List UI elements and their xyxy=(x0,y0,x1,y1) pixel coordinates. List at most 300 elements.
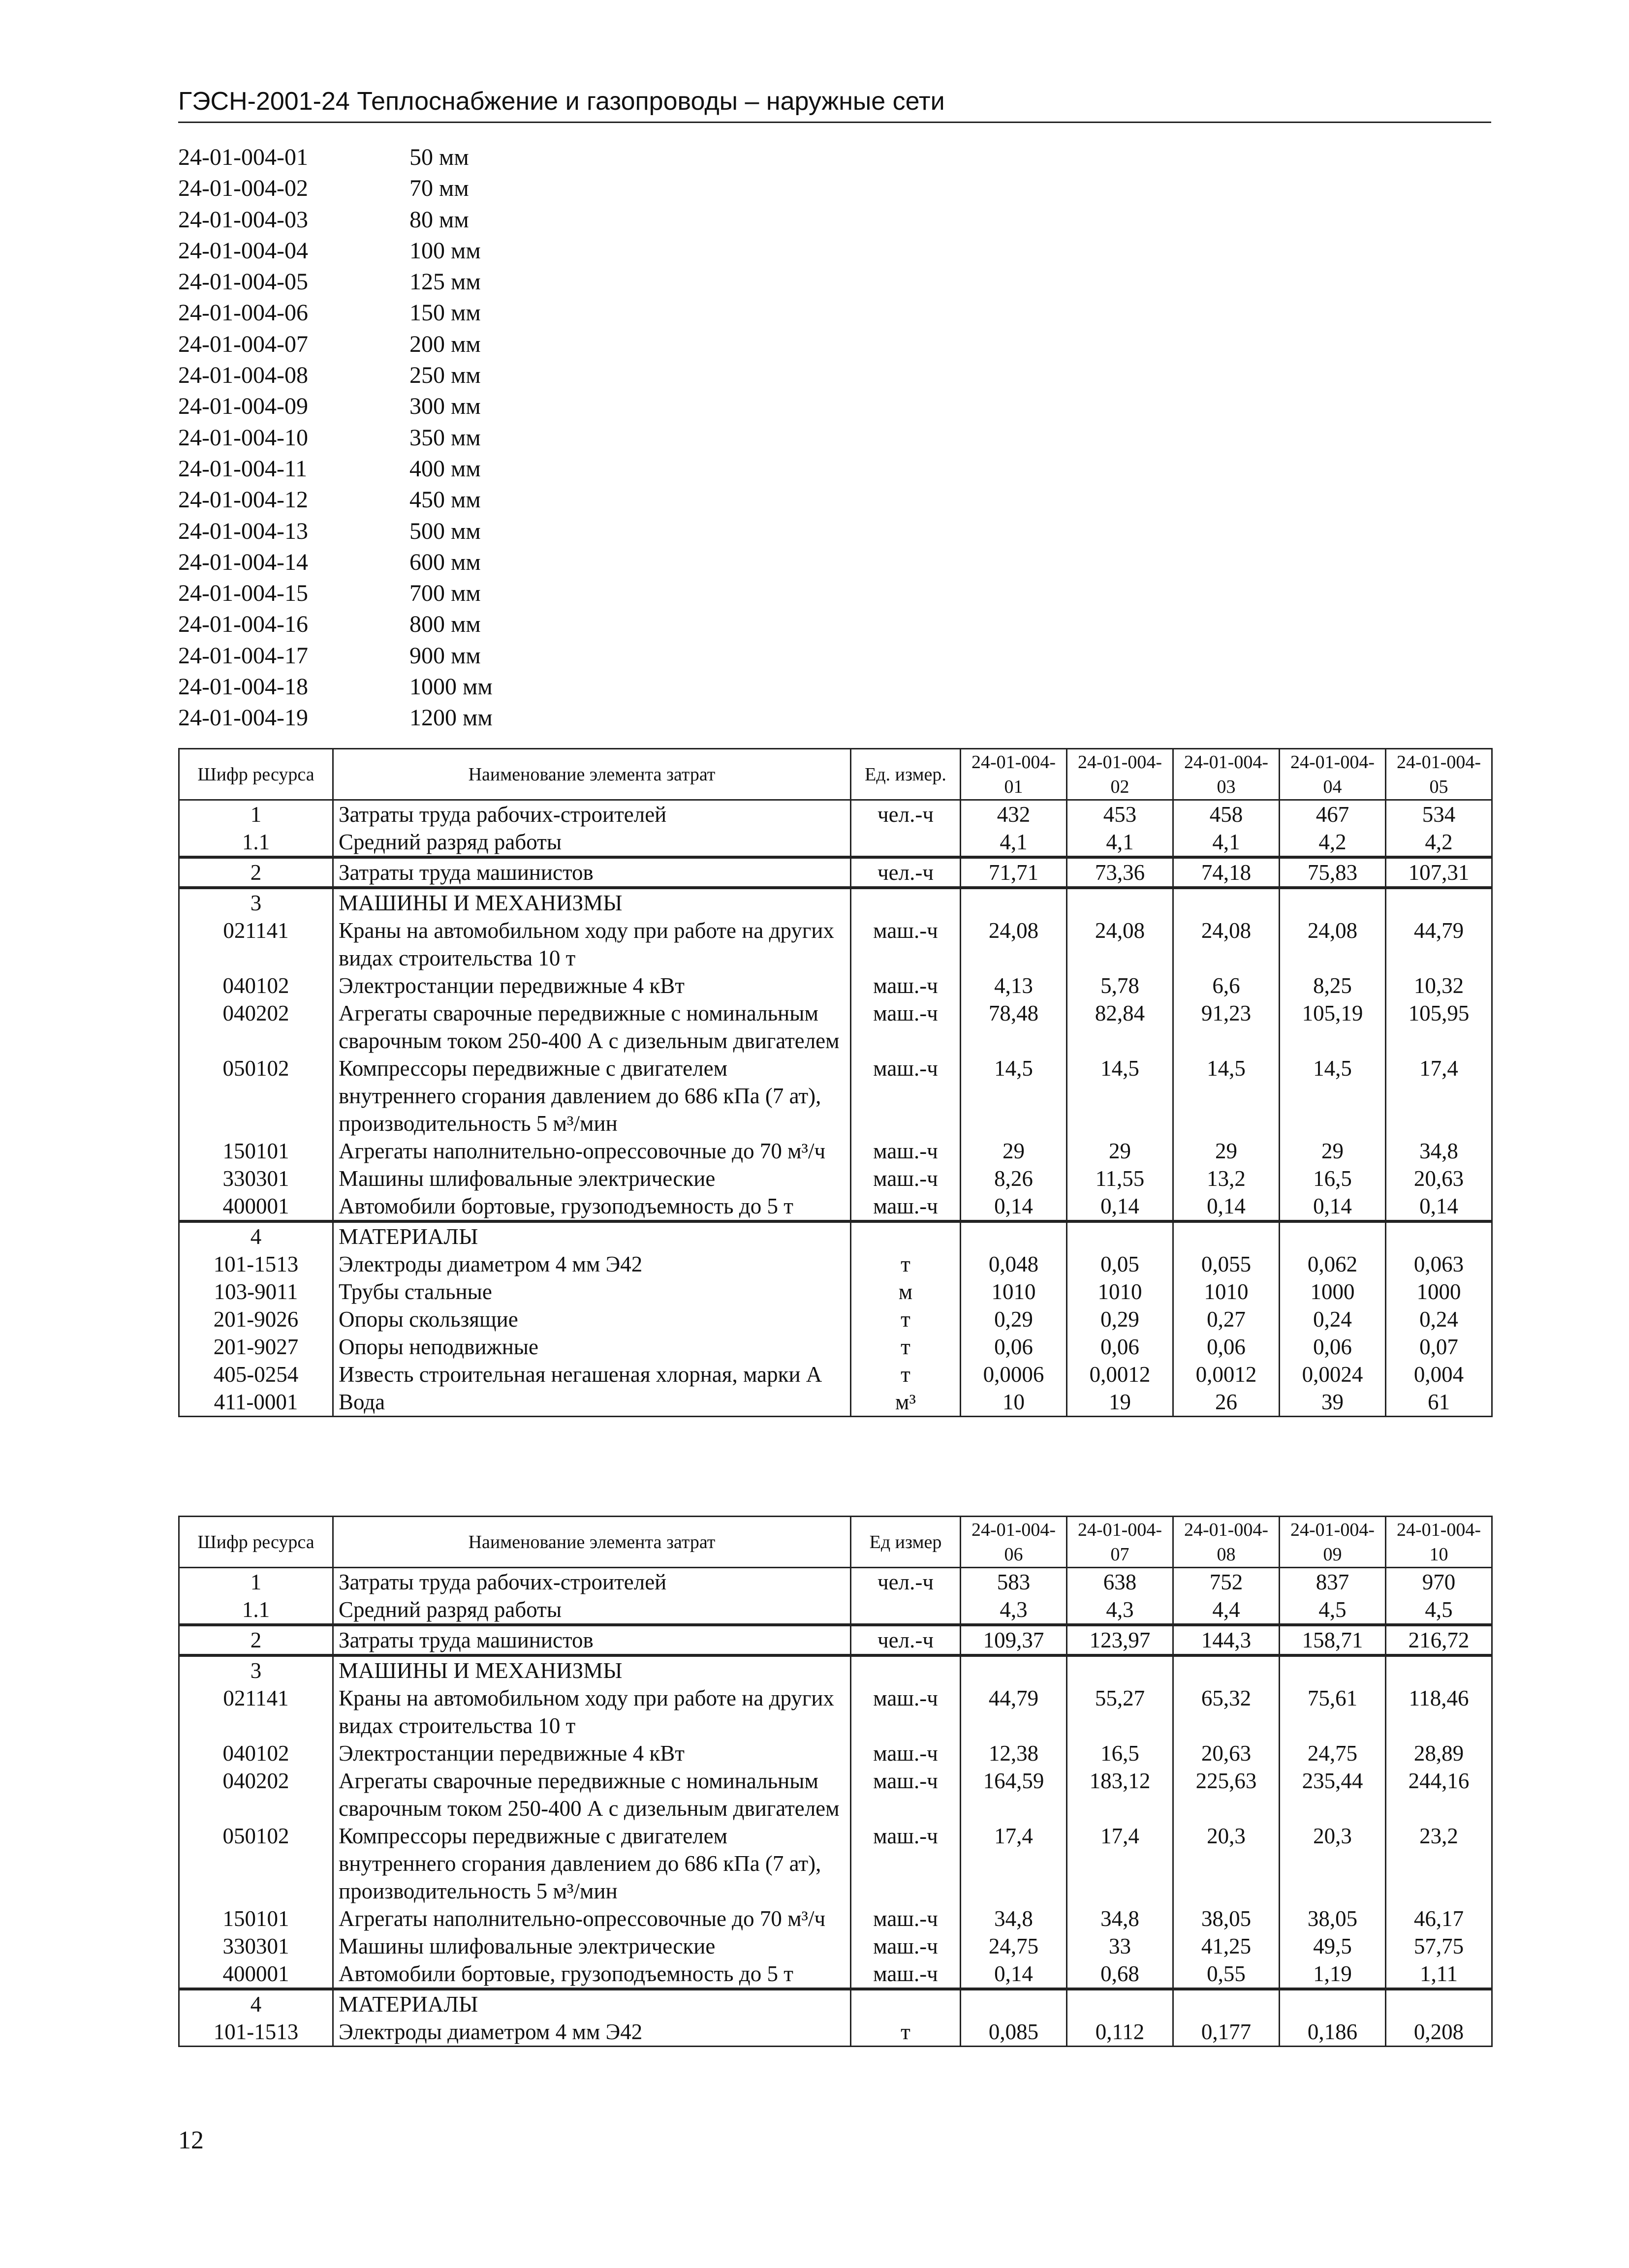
table-row xyxy=(179,2018,1492,2047)
code-list-code: 24-01-004-17 xyxy=(178,642,308,669)
value-cell: 118,46 xyxy=(1386,1684,1492,1740)
unit-cell: маш.-ч xyxy=(851,972,961,999)
section-code: 3 xyxy=(179,1655,333,1684)
section-title: МАТЕРИАЛЫ xyxy=(333,1221,851,1250)
header-code: Шифр ресурса xyxy=(179,1517,333,1568)
value-cell: 0,55 xyxy=(1173,1960,1280,1989)
empty-cell xyxy=(961,1989,1067,2018)
cost-element-name: Средний разряд работы xyxy=(333,1596,851,1625)
table-row xyxy=(179,1137,1492,1165)
table-row xyxy=(179,1192,1492,1221)
header-name: Наименование элемента затрат xyxy=(333,749,851,800)
value-cell: 0,29 xyxy=(1067,1305,1173,1333)
resource-code: 2 xyxy=(179,1625,333,1655)
code-list-size: 50 мм xyxy=(409,144,469,170)
value-cell: 0,112 xyxy=(1067,2018,1173,2047)
value-cell: 0,06 xyxy=(961,1333,1067,1361)
unit-cell: маш.-ч xyxy=(851,1137,961,1165)
table-row xyxy=(179,1388,1492,1417)
value-cell: 4,2 xyxy=(1280,828,1386,857)
table-row xyxy=(179,1305,1492,1333)
table-row xyxy=(179,1250,1492,1278)
table-row xyxy=(179,1625,1492,1655)
resource-code: 101-1513 xyxy=(179,1250,333,1278)
value-cell: 5,78 xyxy=(1067,972,1173,999)
value-cell: 109,37 xyxy=(961,1625,1067,1655)
cost-element-name: Затраты труда рабочих-строителей xyxy=(333,1568,851,1596)
cost-element-name: Электростанции передвижные 4 кВт xyxy=(333,972,851,999)
value-cell: 1,11 xyxy=(1386,1960,1492,1989)
page-number: 12 xyxy=(178,2126,204,2154)
value-cell: 0,06 xyxy=(1280,1333,1386,1361)
cost-element-name: Машины шлифовальные электрические xyxy=(333,1165,851,1192)
value-cell: 0,048 xyxy=(961,1250,1067,1278)
section-row xyxy=(179,1221,1492,1250)
header-col: 24-01-004-10 xyxy=(1386,1517,1492,1568)
code-list-size: 900 мм xyxy=(409,642,481,669)
resource-code: 103-9011 xyxy=(179,1278,333,1305)
code-list-code: 24-01-004-15 xyxy=(178,580,308,607)
header-rule xyxy=(178,122,1491,123)
value-cell: 1010 xyxy=(1067,1278,1173,1305)
cost-element-name: Электроды диаметром 4 мм Э42 xyxy=(333,2018,851,2047)
code-list-size: 125 мм xyxy=(409,269,481,295)
code-list-size: 150 мм xyxy=(409,300,481,326)
section-row xyxy=(179,1989,1492,2018)
code-list-row xyxy=(178,391,493,422)
value-cell: 46,17 xyxy=(1386,1905,1492,1932)
resource-code: 400001 xyxy=(179,1192,333,1221)
section-code: 4 xyxy=(179,1221,333,1250)
value-cell: 144,3 xyxy=(1173,1625,1280,1655)
value-cell: 0,24 xyxy=(1386,1305,1492,1333)
value-cell: 0,05 xyxy=(1067,1250,1173,1278)
header-unit: Ед. измер. xyxy=(851,749,961,800)
cost-element-name: Компрессоры передвижные с двигателем внутреннего сгорания давлением до 686 кПа (7 ат), производительность 5 м³/мин xyxy=(333,1822,851,1905)
unit-cell: т xyxy=(851,1305,961,1333)
value-cell: 4,1 xyxy=(1067,828,1173,857)
code-list-code: 24-01-004-05 xyxy=(178,269,308,295)
empty-cell xyxy=(1280,1221,1386,1250)
table-row xyxy=(179,999,1492,1055)
code-list-size: 200 мм xyxy=(409,331,481,357)
value-cell: 4,2 xyxy=(1386,828,1492,857)
table-header-row xyxy=(179,749,1492,800)
header-col: 24-01-004-05 xyxy=(1386,749,1492,800)
section-title: МАШИНЫ И МЕХАНИЗМЫ xyxy=(333,888,851,917)
value-cell: 29 xyxy=(961,1137,1067,1165)
code-list-row xyxy=(178,453,493,484)
value-cell: 0,0012 xyxy=(1067,1361,1173,1388)
resource-code: 1 xyxy=(179,800,333,829)
value-cell: 26 xyxy=(1173,1388,1280,1417)
empty-cell xyxy=(1280,888,1386,917)
value-cell: 13,2 xyxy=(1173,1165,1280,1192)
value-cell: 225,63 xyxy=(1173,1767,1280,1822)
unit-cell: маш.-ч xyxy=(851,1165,961,1192)
empty-cell xyxy=(961,888,1067,917)
unit-cell: маш.-ч xyxy=(851,1192,961,1221)
code-list-row xyxy=(178,329,493,360)
value-cell: 14,5 xyxy=(961,1055,1067,1137)
code-list-size: 100 мм xyxy=(409,237,481,264)
code-list-row xyxy=(178,297,493,328)
table-row xyxy=(179,1568,1492,1596)
resource-code: 040102 xyxy=(179,1740,333,1767)
unit-cell: маш.-ч xyxy=(851,1905,961,1932)
value-cell: 183,12 xyxy=(1067,1767,1173,1822)
resource-code: 1 xyxy=(179,1568,333,1596)
value-cell: 458 xyxy=(1173,800,1280,829)
value-cell: 6,6 xyxy=(1173,972,1280,999)
value-cell: 8,25 xyxy=(1280,972,1386,999)
value-cell: 14,5 xyxy=(1173,1055,1280,1137)
document-title: ГЭСН-2001-24 Теплоснабжение и газопроводы – наружные сети xyxy=(178,87,945,116)
code-list-row xyxy=(178,640,493,671)
resource-code: 021141 xyxy=(179,1684,333,1740)
resource-code: 201-9026 xyxy=(179,1305,333,1333)
value-cell: 0,14 xyxy=(1386,1192,1492,1221)
value-cell: 158,71 xyxy=(1280,1625,1386,1655)
empty-cell xyxy=(961,1655,1067,1684)
header-col: 24-01-004-04 xyxy=(1280,749,1386,800)
code-list-size: 1200 мм xyxy=(409,705,493,731)
value-cell: 28,89 xyxy=(1386,1740,1492,1767)
code-list-row xyxy=(178,547,493,578)
value-cell: 4,3 xyxy=(1067,1596,1173,1625)
unit-cell: маш.-ч xyxy=(851,999,961,1055)
section-code: 4 xyxy=(179,1989,333,2018)
code-list-code: 24-01-004-03 xyxy=(178,206,308,233)
empty-cell xyxy=(1067,888,1173,917)
cost-element-name: Агрегаты сварочные передвижные с номинальным сварочным током 250-400 А с дизельным двигателем xyxy=(333,999,851,1055)
code-list-row xyxy=(178,235,493,266)
table-row xyxy=(179,1361,1492,1388)
resource-code: 150101 xyxy=(179,1137,333,1165)
resource-code: 050102 xyxy=(179,1055,333,1137)
table-row xyxy=(179,1822,1492,1905)
cost-element-name: Краны на автомобильном ходу при работе на других видах строительства 10 т xyxy=(333,1684,851,1740)
header-col: 24-01-004-02 xyxy=(1067,749,1173,800)
value-cell: 1010 xyxy=(961,1278,1067,1305)
value-cell: 1010 xyxy=(1173,1278,1280,1305)
header-code: Шифр ресурса xyxy=(179,749,333,800)
unit-cell: чел.-ч xyxy=(851,800,961,829)
value-cell: 34,8 xyxy=(961,1905,1067,1932)
section-title: МАШИНЫ И МЕХАНИЗМЫ xyxy=(333,1655,851,1684)
value-cell: 0,14 xyxy=(961,1192,1067,1221)
unit-cell: м xyxy=(851,1278,961,1305)
empty-cell xyxy=(1386,1655,1492,1684)
value-cell: 4,3 xyxy=(961,1596,1067,1625)
code-list-row xyxy=(178,422,493,453)
value-cell: 123,97 xyxy=(1067,1625,1173,1655)
resource-code: 411-0001 xyxy=(179,1388,333,1417)
value-cell: 75,61 xyxy=(1280,1684,1386,1740)
table-row xyxy=(179,828,1492,857)
code-list-size: 350 мм xyxy=(409,424,481,451)
cost-element-name: Опоры неподвижные xyxy=(333,1333,851,1361)
value-cell: 216,72 xyxy=(1386,1625,1492,1655)
code-list-size: 500 мм xyxy=(409,518,481,544)
resource-code: 2 xyxy=(179,857,333,888)
code-list-code: 24-01-004-04 xyxy=(178,237,308,264)
value-cell: 0,208 xyxy=(1386,2018,1492,2047)
value-cell: 4,13 xyxy=(961,972,1067,999)
cost-element-name: Автомобили бортовые, грузоподъемность до 5 т xyxy=(333,1192,851,1221)
unit-cell: т xyxy=(851,1250,961,1278)
cost-element-name: Известь строительная негашеная хлорная, марки А xyxy=(333,1361,851,1388)
value-cell: 0,0024 xyxy=(1280,1361,1386,1388)
value-cell: 73,36 xyxy=(1067,857,1173,888)
value-cell: 44,79 xyxy=(961,1684,1067,1740)
value-cell: 29 xyxy=(1067,1137,1173,1165)
code-list-row xyxy=(178,204,493,235)
table-row xyxy=(179,1165,1492,1192)
value-cell: 61 xyxy=(1386,1388,1492,1417)
empty-cell xyxy=(851,888,961,917)
unit-cell: чел.-ч xyxy=(851,857,961,888)
unit-cell: маш.-ч xyxy=(851,1932,961,1960)
code-list-code: 24-01-004-10 xyxy=(178,424,308,451)
code-list-size: 300 мм xyxy=(409,393,481,420)
value-cell: 0,68 xyxy=(1067,1960,1173,1989)
value-cell: 23,2 xyxy=(1386,1822,1492,1905)
header-col: 24-01-004-09 xyxy=(1280,1517,1386,1568)
code-list-row xyxy=(178,671,493,702)
cost-element-name: Агрегаты наполнительно-опрессовочные до 70 м³/ч xyxy=(333,1905,851,1932)
value-cell: 4,5 xyxy=(1386,1596,1492,1625)
value-cell: 24,08 xyxy=(1173,917,1280,972)
empty-cell xyxy=(1173,1655,1280,1684)
value-cell: 105,19 xyxy=(1280,999,1386,1055)
value-cell: 4,5 xyxy=(1280,1596,1386,1625)
section-row xyxy=(179,1655,1492,1684)
table-row xyxy=(179,1333,1492,1361)
value-cell: 4,1 xyxy=(961,828,1067,857)
value-cell: 0,14 xyxy=(1067,1192,1173,1221)
value-cell: 49,5 xyxy=(1280,1932,1386,1960)
value-cell: 0,062 xyxy=(1280,1250,1386,1278)
unit-cell xyxy=(851,828,961,857)
value-cell: 57,75 xyxy=(1386,1932,1492,1960)
value-cell: 20,3 xyxy=(1173,1822,1280,1905)
cost-element-name: Затраты труда машинистов xyxy=(333,1625,851,1655)
unit-cell: маш.-ч xyxy=(851,1055,961,1137)
header-col: 24-01-004-08 xyxy=(1173,1517,1280,1568)
resource-code: 040202 xyxy=(179,1767,333,1822)
unit-cell: чел.-ч xyxy=(851,1568,961,1596)
code-list-code: 24-01-004-16 xyxy=(178,611,308,638)
header-name: Наименование элемента затрат xyxy=(333,1517,851,1568)
value-cell: 82,84 xyxy=(1067,999,1173,1055)
code-list-size: 70 мм xyxy=(409,175,469,202)
value-cell: 29 xyxy=(1280,1137,1386,1165)
unit-cell xyxy=(851,1596,961,1625)
cost-element-name: Затраты труда машинистов xyxy=(333,857,851,888)
resource-code: 1.1 xyxy=(179,1596,333,1625)
unit-cell: маш.-ч xyxy=(851,1960,961,1989)
code-list-code: 24-01-004-14 xyxy=(178,549,308,575)
code-list-code: 24-01-004-18 xyxy=(178,674,308,700)
value-cell: 0,07 xyxy=(1386,1333,1492,1361)
value-cell: 0,24 xyxy=(1280,1305,1386,1333)
value-cell: 1000 xyxy=(1280,1278,1386,1305)
empty-cell xyxy=(961,1221,1067,1250)
value-cell: 10,32 xyxy=(1386,972,1492,999)
unit-cell: т xyxy=(851,1361,961,1388)
code-list-code: 24-01-004-02 xyxy=(178,175,308,202)
code-list-row xyxy=(178,142,493,173)
value-cell: 534 xyxy=(1386,800,1492,829)
value-cell: 752 xyxy=(1173,1568,1280,1596)
value-cell: 0,29 xyxy=(961,1305,1067,1333)
value-cell: 11,55 xyxy=(1067,1165,1173,1192)
empty-cell xyxy=(851,1221,961,1250)
value-cell: 78,48 xyxy=(961,999,1067,1055)
value-cell: 29 xyxy=(1173,1137,1280,1165)
value-cell: 837 xyxy=(1280,1568,1386,1596)
value-cell: 75,83 xyxy=(1280,857,1386,888)
value-cell: 24,08 xyxy=(1280,917,1386,972)
unit-cell: чел.-ч xyxy=(851,1625,961,1655)
value-cell: 0,0012 xyxy=(1173,1361,1280,1388)
code-list-code: 24-01-004-11 xyxy=(178,455,308,482)
value-cell: 71,71 xyxy=(961,857,1067,888)
cost-element-name: Опоры скользящие xyxy=(333,1305,851,1333)
header-col: 24-01-004-07 xyxy=(1067,1517,1173,1568)
cost-element-name: Электроды диаметром 4 мм Э42 xyxy=(333,1250,851,1278)
value-cell: 0,085 xyxy=(961,2018,1067,2047)
unit-cell: маш.-ч xyxy=(851,1684,961,1740)
code-list-code: 24-01-004-13 xyxy=(178,518,308,544)
code-list-row xyxy=(178,578,493,609)
empty-cell xyxy=(1386,888,1492,917)
table-header-row xyxy=(179,1517,1492,1568)
table-row xyxy=(179,1278,1492,1305)
table-row xyxy=(179,1960,1492,1989)
code-list xyxy=(178,142,493,734)
value-cell: 235,44 xyxy=(1280,1767,1386,1822)
value-cell: 38,05 xyxy=(1173,1905,1280,1932)
cost-element-name: Краны на автомобильном ходу при работе на других видах строительства 10 т xyxy=(333,917,851,972)
code-list-row xyxy=(178,609,493,640)
code-list-code: 24-01-004-12 xyxy=(178,487,308,513)
resource-code: 330301 xyxy=(179,1932,333,1960)
code-list-row xyxy=(178,266,493,297)
code-list-row xyxy=(178,516,493,547)
header-col: 24-01-004-06 xyxy=(961,1517,1067,1568)
table-row xyxy=(179,1684,1492,1740)
value-cell: 14,5 xyxy=(1067,1055,1173,1137)
code-list-size: 450 мм xyxy=(409,487,481,513)
unit-cell: т xyxy=(851,1333,961,1361)
value-cell: 638 xyxy=(1067,1568,1173,1596)
value-cell: 432 xyxy=(961,800,1067,829)
value-cell: 0,27 xyxy=(1173,1305,1280,1333)
unit-cell: маш.-ч xyxy=(851,1740,961,1767)
value-cell: 74,18 xyxy=(1173,857,1280,888)
resource-code: 201-9027 xyxy=(179,1333,333,1361)
code-list-code: 24-01-004-09 xyxy=(178,393,308,420)
value-cell: 0,06 xyxy=(1067,1333,1173,1361)
empty-cell xyxy=(1280,1655,1386,1684)
value-cell: 583 xyxy=(961,1568,1067,1596)
code-list-code: 24-01-004-06 xyxy=(178,300,308,326)
value-cell: 453 xyxy=(1067,800,1173,829)
value-cell: 10 xyxy=(961,1388,1067,1417)
code-list-size: 700 мм xyxy=(409,580,481,607)
value-cell: 0,06 xyxy=(1173,1333,1280,1361)
empty-cell xyxy=(1386,1989,1492,2018)
value-cell: 467 xyxy=(1280,800,1386,829)
resource-code: 330301 xyxy=(179,1165,333,1192)
empty-cell xyxy=(851,1989,961,2018)
value-cell: 19 xyxy=(1067,1388,1173,1417)
header-col: 24-01-004-03 xyxy=(1173,749,1280,800)
value-cell: 39 xyxy=(1280,1388,1386,1417)
value-cell: 20,3 xyxy=(1280,1822,1386,1905)
table-row xyxy=(179,917,1492,972)
cost-element-name: Трубы стальные xyxy=(333,1278,851,1305)
unit-cell: м³ xyxy=(851,1388,961,1417)
empty-cell xyxy=(851,1655,961,1684)
empty-cell xyxy=(1173,888,1280,917)
table-row xyxy=(179,857,1492,888)
value-cell: 244,16 xyxy=(1386,1767,1492,1822)
value-cell: 91,23 xyxy=(1173,999,1280,1055)
cost-element-name: Агрегаты наполнительно-опрессовочные до 70 м³/ч xyxy=(333,1137,851,1165)
code-list-row xyxy=(178,360,493,391)
table-row xyxy=(179,1596,1492,1625)
empty-cell xyxy=(1386,1221,1492,1250)
resource-table-2 xyxy=(178,1516,1493,2047)
cost-element-name: Средний разряд работы xyxy=(333,828,851,857)
value-cell: 0,004 xyxy=(1386,1361,1492,1388)
code-list-size: 80 мм xyxy=(409,206,469,233)
value-cell: 17,4 xyxy=(1067,1822,1173,1905)
value-cell: 20,63 xyxy=(1173,1740,1280,1767)
resource-code: 400001 xyxy=(179,1960,333,1989)
value-cell: 1000 xyxy=(1386,1278,1492,1305)
value-cell: 34,8 xyxy=(1067,1905,1173,1932)
empty-cell xyxy=(1067,1655,1173,1684)
cost-element-name: Вода xyxy=(333,1388,851,1417)
code-list-size: 1000 мм xyxy=(409,674,493,700)
value-cell: 4,4 xyxy=(1173,1596,1280,1625)
code-list-size: 250 мм xyxy=(409,362,481,389)
table-row xyxy=(179,1905,1492,1932)
value-cell: 24,75 xyxy=(961,1932,1067,1960)
cost-element-name: Затраты труда рабочих-строителей xyxy=(333,800,851,829)
value-cell: 8,26 xyxy=(961,1165,1067,1192)
value-cell: 24,08 xyxy=(961,917,1067,972)
value-cell: 0,063 xyxy=(1386,1250,1492,1278)
table-row xyxy=(179,1740,1492,1767)
value-cell: 20,63 xyxy=(1386,1165,1492,1192)
value-cell: 0,186 xyxy=(1280,2018,1386,2047)
value-cell: 16,5 xyxy=(1280,1165,1386,1192)
value-cell: 0,0006 xyxy=(961,1361,1067,1388)
table-row xyxy=(179,800,1492,829)
cost-element-name: Электростанции передвижные 4 кВт xyxy=(333,1740,851,1767)
value-cell: 38,05 xyxy=(1280,1905,1386,1932)
value-cell: 0,14 xyxy=(961,1960,1067,1989)
cost-element-name: Машины шлифовальные электрические xyxy=(333,1932,851,1960)
value-cell: 0,14 xyxy=(1280,1192,1386,1221)
value-cell: 12,38 xyxy=(961,1740,1067,1767)
cost-element-name: Агрегаты сварочные передвижные с номинальным сварочным током 250-400 А с дизельным двигателем xyxy=(333,1767,851,1822)
